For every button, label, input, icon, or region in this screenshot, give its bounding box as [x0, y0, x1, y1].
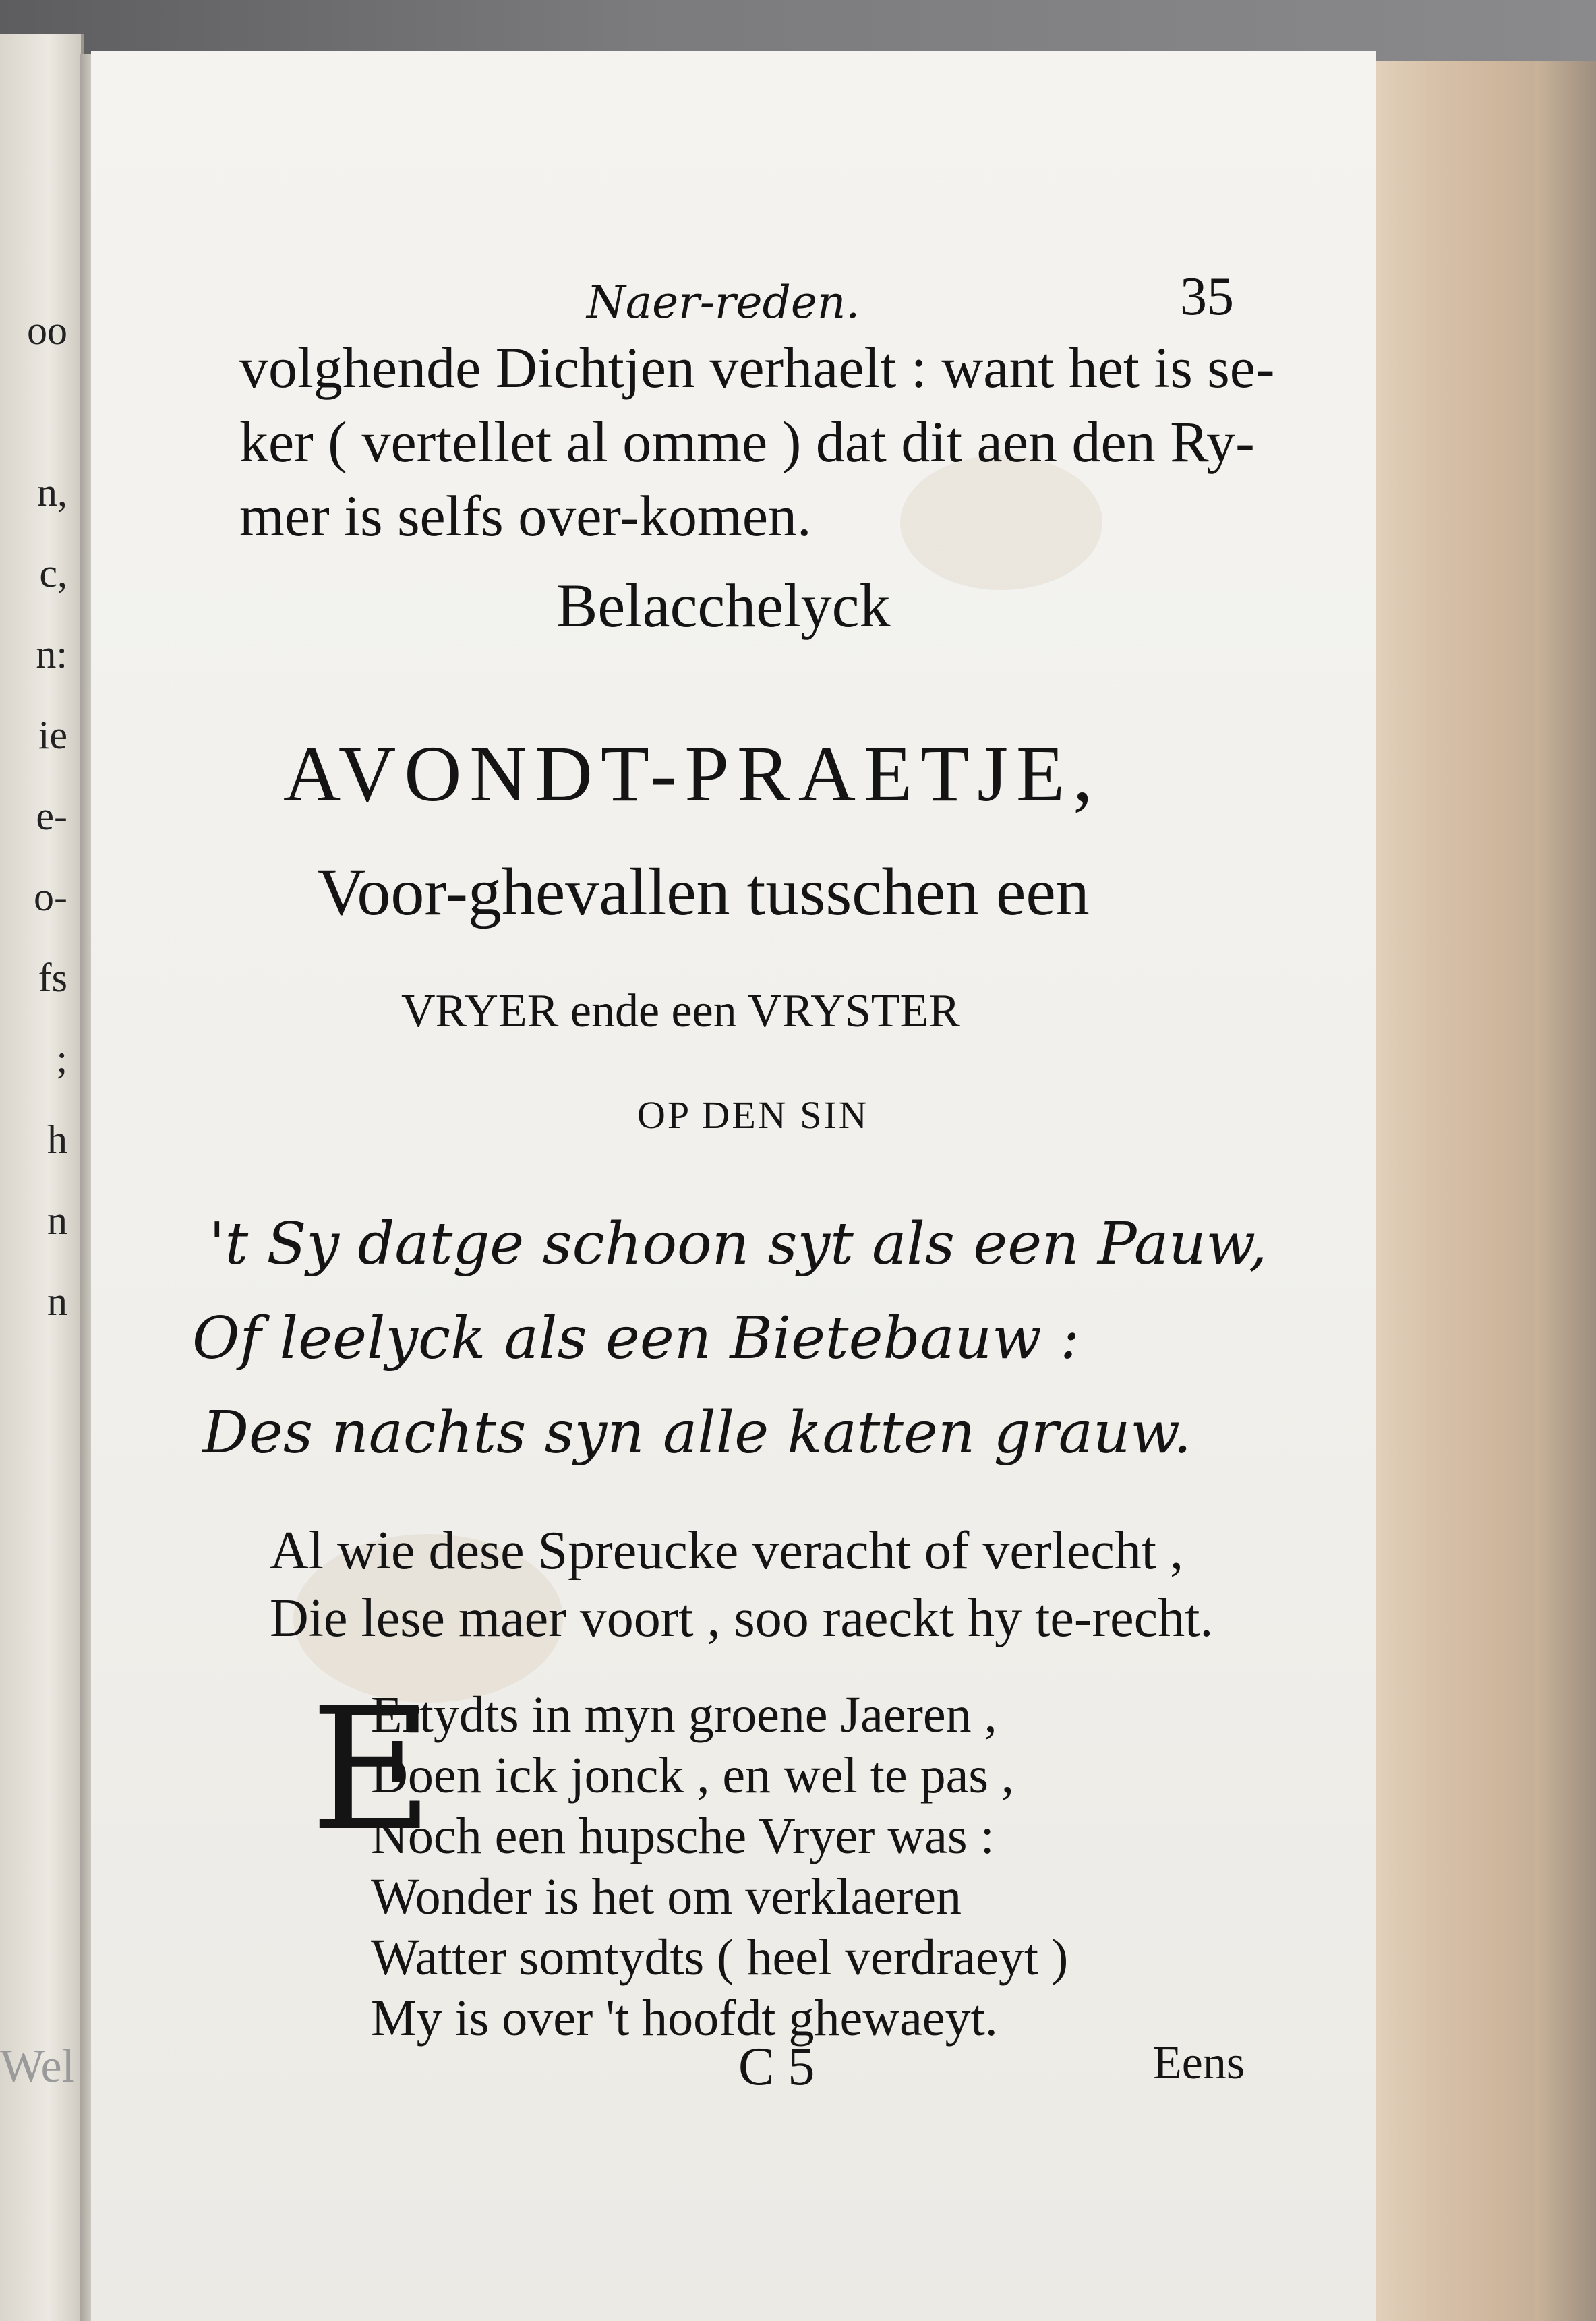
left-edge-fragment: oo: [27, 308, 67, 353]
poem-line: Doen ick jonck , en wel te pas ,: [371, 1747, 1014, 1804]
catchword: Eens: [1153, 2037, 1245, 2089]
left-edge-fragment: [0, 371, 67, 452]
signature-mark: C 5: [738, 2037, 815, 2096]
book-page: [91, 51, 1376, 2321]
prose-line: mer is selfs over-komen.: [239, 483, 812, 548]
left-page-text-fragments: [0, 290, 67, 1342]
page-edges: [1369, 61, 1596, 2321]
drop-cap: E: [310, 1672, 434, 1868]
motto-line: 't Sy datge schoon syt als een Pauw,: [209, 1210, 1268, 1278]
prose-line: volghende Dichtjen verhaelt : want het is se-: [239, 335, 1275, 400]
left-page-catchword: Wel: [0, 2040, 75, 2092]
title-line-1: Belacchelyck: [556, 571, 891, 640]
poem-line: Wonder is het om verklaeren: [371, 1869, 962, 1925]
motto-line: Of leelyck als een Bietebauw :: [192, 1305, 1080, 1372]
paper-stain: [900, 455, 1102, 590]
poem-line: My is over 't hoofdt ghewaeyt.: [371, 1990, 998, 2047]
left-edge-fragment: n: [47, 1279, 67, 1324]
couplet-line: Die lese maer voort , soo raeckt hy te-recht.: [270, 1589, 1214, 1648]
title-line-2: AVONDT-PRAETJE,: [283, 730, 1101, 818]
left-edge-fragment: e-: [36, 794, 67, 838]
poem-line: Watter somtydts ( heel verdraeyt ): [371, 1929, 1069, 1986]
left-edge-fragment: ;: [56, 1036, 67, 1081]
left-edge-fragment: n: [47, 1198, 67, 1243]
left-edge-fragment: n:: [36, 632, 67, 676]
motto-line: Des nachts syn alle katten grauw.: [202, 1399, 1192, 1467]
poem-line: Noch een hupsche Vryer was :: [371, 1808, 995, 1864]
left-edge-fragment: n,: [37, 470, 67, 515]
left-page-edge: [0, 34, 84, 2321]
poem-line: Ertydts in myn groene Jaeren ,: [371, 1686, 997, 1743]
title-line-4: VRYER ende een VRYSTER: [401, 985, 960, 1037]
running-title: Naer-reden.: [587, 276, 860, 328]
left-edge-fragment: o-: [34, 875, 67, 919]
prose-line: ker ( vertellet al omme ) dat dit aen den Ry-: [239, 409, 1255, 474]
left-edge-fragment: fs: [38, 956, 67, 1000]
left-edge-fragment: ie: [38, 713, 67, 757]
title-line-3: Voor-ghevallen tusschen een: [317, 854, 1090, 929]
page-number: 35: [1180, 267, 1234, 326]
page-edge-shadow: [1535, 61, 1596, 2321]
left-edge-fragment: h: [47, 1117, 67, 1162]
title-line-5: OP DEN SIN: [637, 1093, 869, 1137]
couplet-line: Al wie dese Spreucke veracht of verlecht ,: [270, 1521, 1183, 1581]
left-edge-fragment: c,: [39, 551, 67, 595]
